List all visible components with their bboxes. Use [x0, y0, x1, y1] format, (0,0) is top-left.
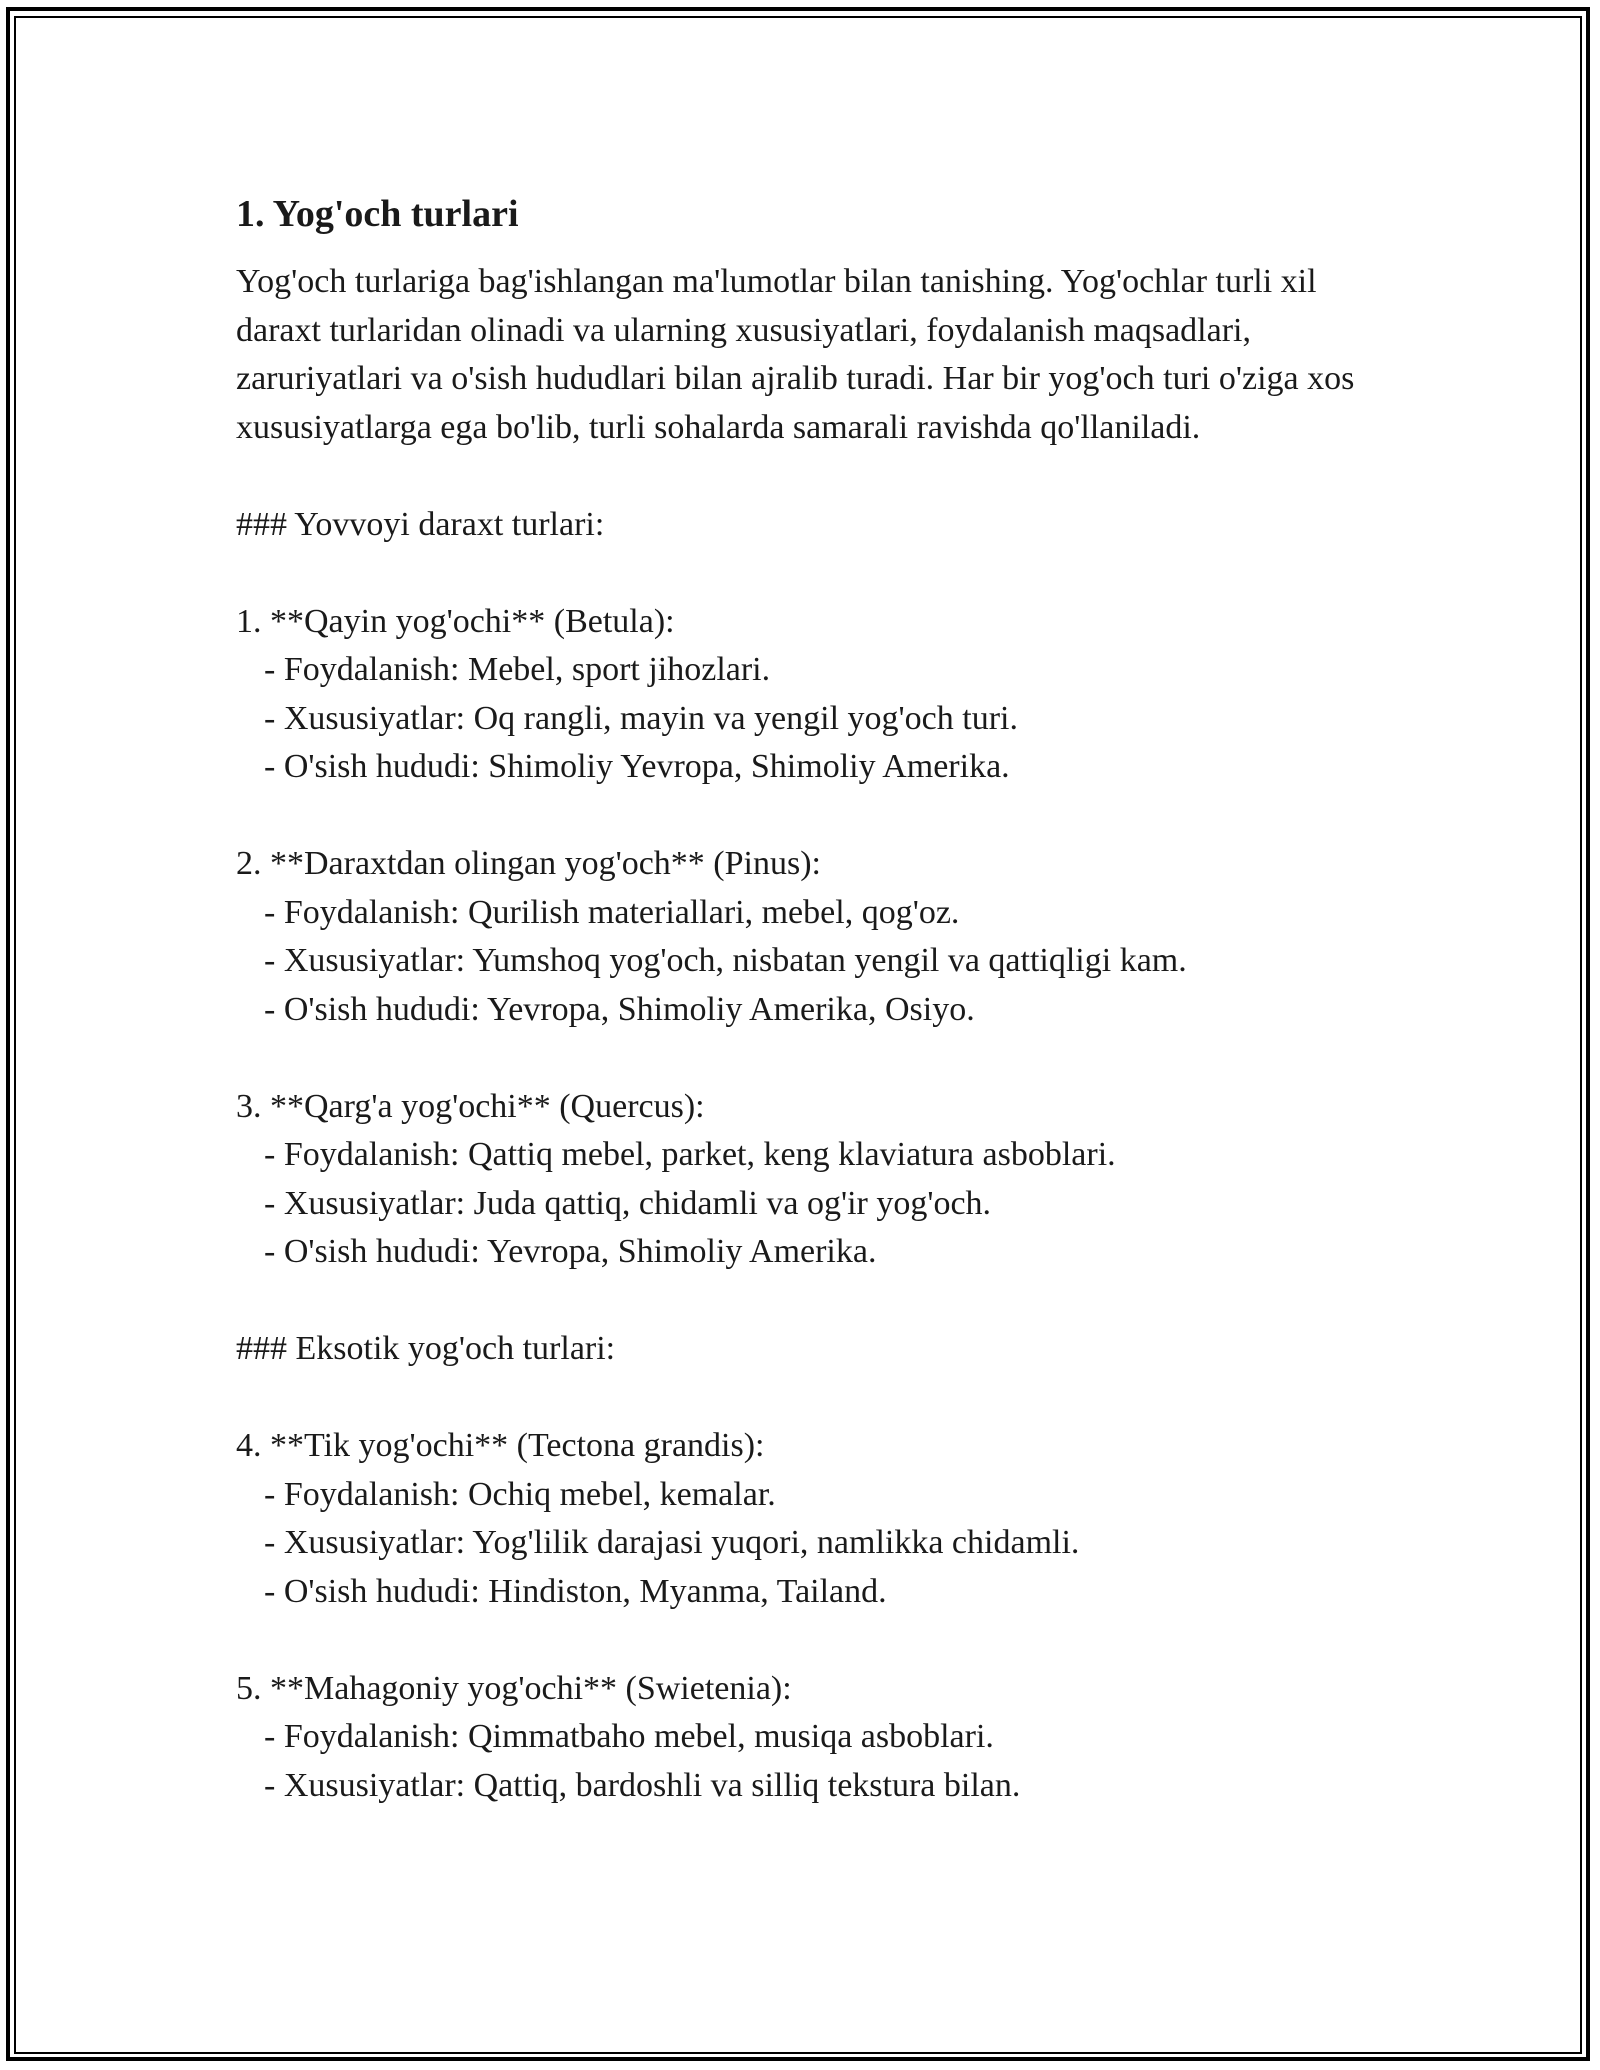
list-item-detail: - Foydalanish: Qimmatbaho mebel, musiqa asboblari.	[264, 1718, 994, 1755]
list-item-title: 3. **Qarg'a yog'ochi** (Quercus):	[236, 1087, 705, 1125]
list-item-detail: - Xususiyatlar: Yog'lilik darajasi yuqori, namlikka chidamli.	[264, 1524, 1080, 1561]
list-item-title: 4. **Tik yog'ochi** (Tectona grandis):	[236, 1427, 765, 1464]
list-item-detail: - O'sish hududi: Hindiston, Myanma, Tailand.	[264, 1572, 887, 1610]
intro-paragraph: Yog'och turlariga bag'ishlangan ma'lumotlar bilan tanishing. Yog'ochlar turli xil daraxt turlaridan olinadi va ularning xususiyatlari, foydalanish maqsadlari, zaruriyatlari va o'sish hududlari bilan ajralib turadi. Har bir yog'och turi o'ziga xos xususiyatlarga ega bo'lib, turli sohalarda samarali ravishda qo'llaniladi.	[236, 263, 1355, 446]
page-title: 1. Yog'och turlari	[236, 193, 519, 235]
list-item-title: 5. **Mahagoniy yog'ochi** (Swietenia):	[236, 1669, 792, 1707]
list-item-detail: - Foydalanish: Ochiq mebel, kemalar.	[264, 1475, 776, 1513]
section-heading: ### Yovvoyi daraxt turlari:	[236, 505, 605, 543]
list-item-title: 1. **Qayin yog'ochi** (Betula):	[236, 602, 675, 640]
list-item-detail: - Xususiyatlar: Qattiq, bardoshli va silliq tekstura bilan.	[264, 1766, 1021, 1804]
list-item-detail: - Foydalanish: Qurilish materiallari, mebel, qog'oz.	[264, 893, 960, 931]
list-item-detail: - O'sish hududi: Yevropa, Shimoliy Amerika.	[264, 1233, 877, 1270]
list-item-detail: - Foydalanish: Mebel, sport jihozlari.	[264, 651, 771, 688]
list-item-detail: - Xususiyatlar: Yumshoq yog'och, nisbatan yengil va qattiqligi kam.	[264, 942, 1187, 979]
list-item-title: 2. **Daraxtdan olingan yog'och** (Pinus):	[236, 845, 821, 882]
list-item-detail: - Xususiyatlar: Oq rangli, mayin va yengil yog'och turi.	[264, 699, 1018, 737]
list-item-detail: - Xususiyatlar: Juda qattiq, chidamli va og'ir yog'och.	[264, 1184, 992, 1222]
section-heading: ### Eksotik yog'och turlari:	[236, 1330, 616, 1367]
list-item-detail: - O'sish hududi: Yevropa, Shimoliy Amerika, Osiyo.	[264, 990, 975, 1028]
document-body	[236, 184, 1386, 1810]
list-item-detail: - Foydalanish: Qattiq mebel, parket, keng klaviatura asboblari.	[264, 1136, 1116, 1173]
list-item-detail: - O'sish hududi: Shimoliy Yevropa, Shimoliy Amerika.	[264, 748, 1010, 785]
